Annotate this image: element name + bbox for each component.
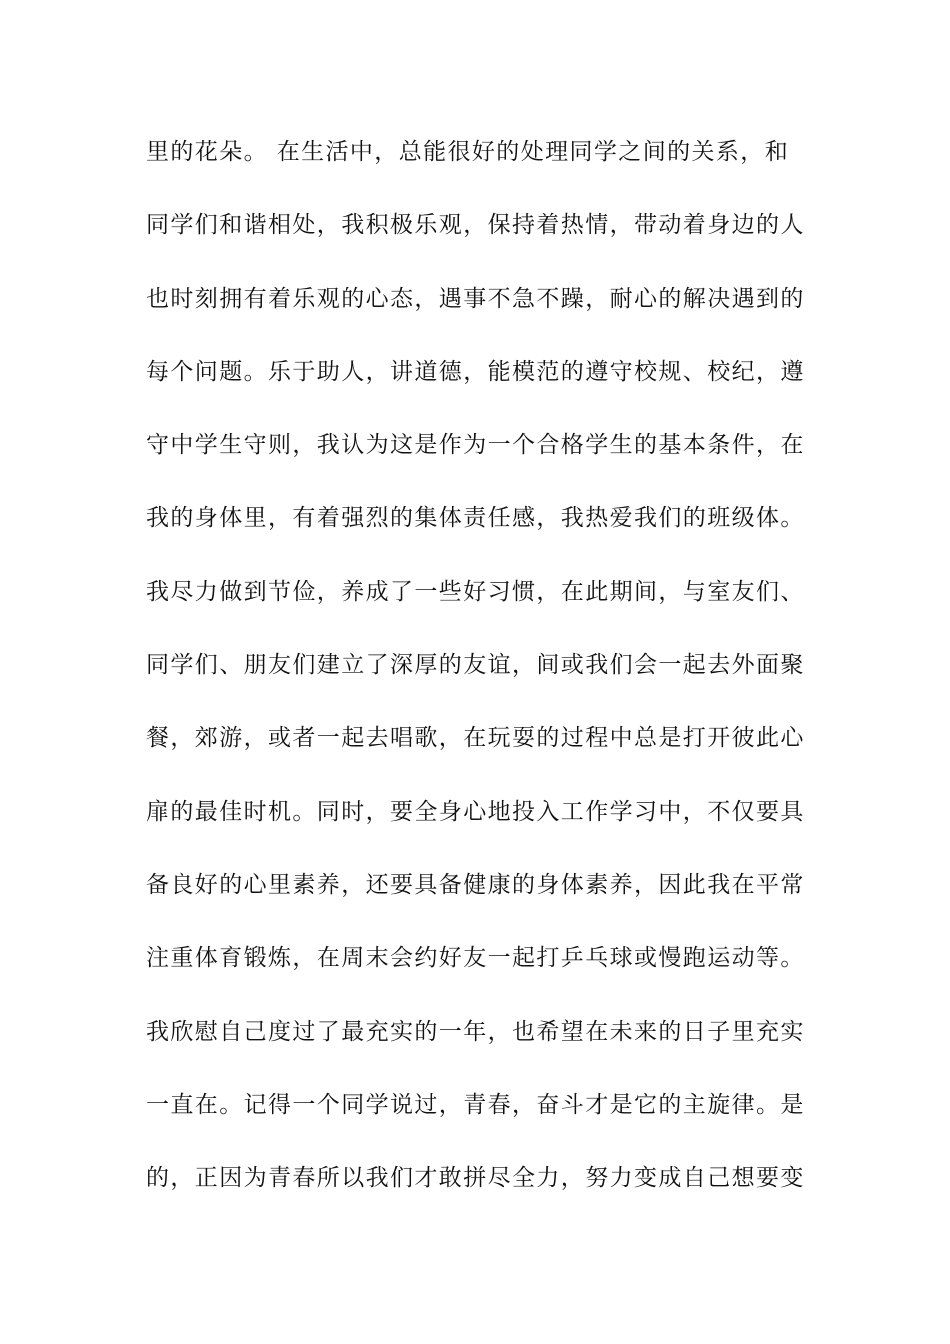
body-text bbox=[146, 127, 808, 1226]
text-line: 注重体育锻炼，在周末会约好友一起打乒乓球或慢跑运动等。 bbox=[146, 945, 805, 972]
text-line: 扉的最佳时机。同时，要全身心地投入工作学习中，不仅要具 bbox=[146, 798, 805, 825]
text-line: 每个问题。乐于助人，讲道德，能模范的遵守校规、校纪，遵 bbox=[146, 358, 805, 385]
text-line: 一直在。记得一个同学说过，青春，奋斗才是它的主旋律。是 bbox=[146, 1091, 805, 1118]
text-line: 我欣慰自己度过了最充实的一年，也希望在未来的日子里充实 bbox=[146, 1018, 805, 1045]
text-line: 同学们、朋友们建立了深厚的友谊，间或我们会一起去外面聚 bbox=[146, 652, 805, 679]
text-line: 里的花朵。 在生活中，总能很好的处理同学之间的关系，和 bbox=[146, 139, 790, 165]
text-line: 也时刻拥有着乐观的心态，遇事不急不躁，耐心的解决遇到的 bbox=[146, 285, 805, 312]
text-line: 守中学生守则，我认为这是作为一个合格学生的基本条件，在 bbox=[146, 432, 805, 459]
text-line: 餐，郊游，或者一起去唱歌，在玩耍的过程中总是打开彼此心 bbox=[146, 725, 805, 752]
text-line: 同学们和谐相处，我积极乐观，保持着热情，带动着身边的人 bbox=[146, 212, 805, 239]
text-line: 我的身体里，有着强烈的集体责任感，我热爱我们的班级体。 bbox=[146, 505, 805, 532]
text-line: 的，正因为青春所以我们才敢拼尽全力，努力变成自己想要变 bbox=[146, 1165, 805, 1192]
text-line: 我尽力做到节俭，养成了一些好习惯，在此期间，与室友们、 bbox=[146, 578, 805, 605]
text-line: 备良好的心里素养，还要具备健康的身体素养，因此我在平常 bbox=[146, 871, 805, 898]
